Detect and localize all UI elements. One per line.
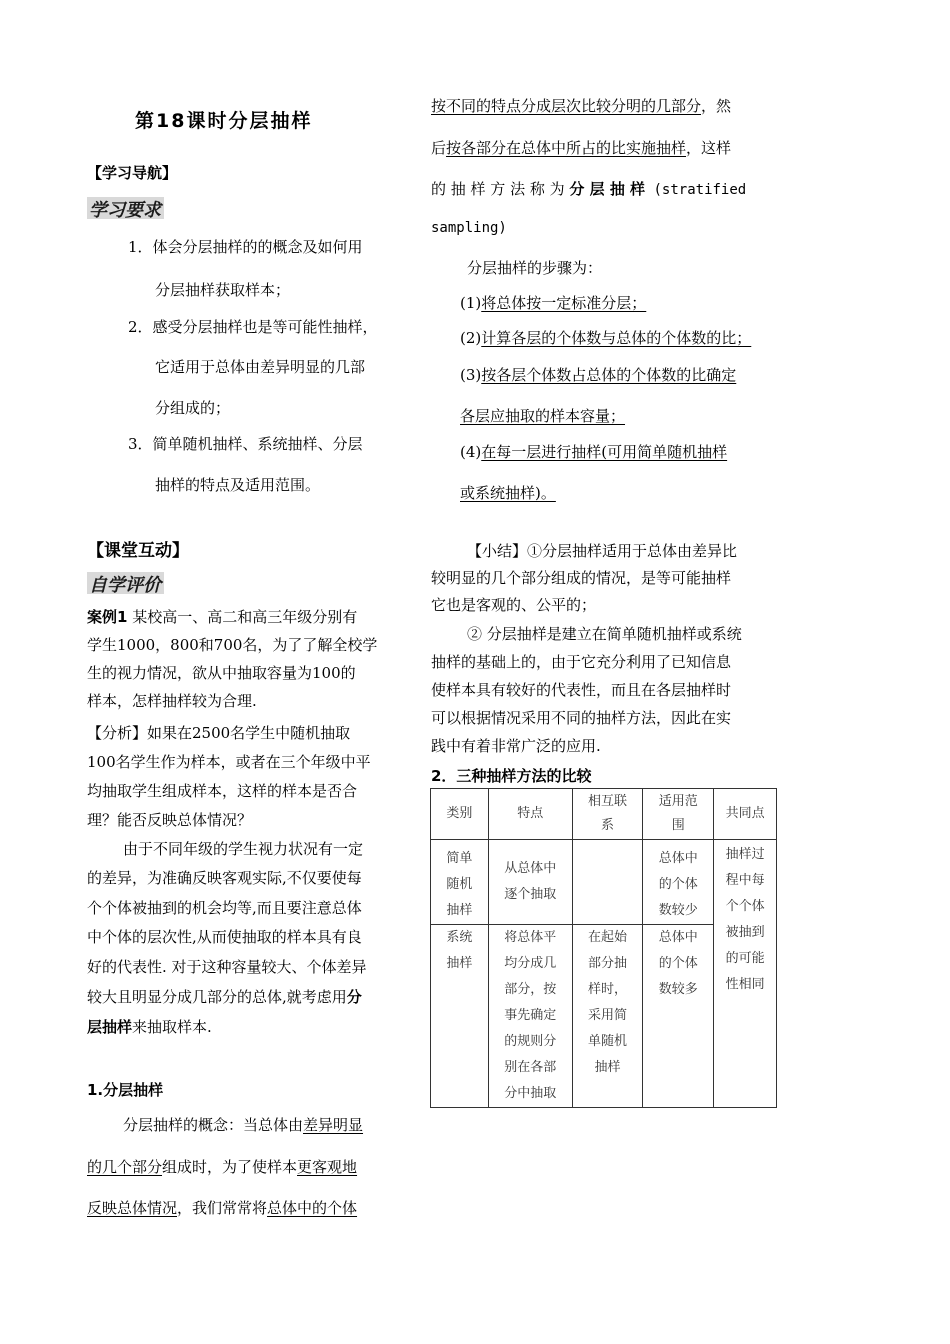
req2-line3: 分组成的； [155, 399, 231, 417]
steps-intro: 分层抽样的步骤为： [467, 259, 603, 277]
table-header-row [431, 789, 777, 840]
table-cell: 系统 抽样 [431, 925, 489, 1108]
step4-num: (4) [460, 443, 482, 461]
def-underline-2: 的几个部分 [87, 1158, 163, 1176]
table-cell [572, 840, 643, 925]
reason-text-6: 较大且明显分成几部分的总体,就考虑用 [87, 988, 347, 1006]
analysis-line4: 理？能否反映总体情况？ [87, 811, 253, 829]
case-line1 [87, 606, 357, 627]
step1-num: (1) [460, 294, 482, 312]
step3-line2: 各层应抽取的样本容量； [460, 407, 626, 425]
nav-header: 【学习导航】 [87, 164, 178, 182]
def-text-3: ，我们常常将 [177, 1199, 268, 1217]
step2 [460, 327, 751, 348]
def-underline-3: 更客观地 [297, 1158, 358, 1176]
summary2-line3: 使样本具有较好的代表性，而且在各层抽样时 [431, 681, 732, 699]
req2-line1: 2．感受分层抽样也是等可能性抽样， [128, 318, 378, 336]
reason-line7 [87, 1016, 212, 1037]
step2-text: 计算各层的个体数与总体的个体数的比； [481, 329, 752, 347]
analysis-line3: 均抽取学生组成样本，这样的样本是否合 [87, 782, 358, 800]
def-line1 [123, 1114, 363, 1135]
def-english-1: (stratified [645, 182, 747, 198]
reason-bold-a: 分 [346, 988, 362, 1006]
table-header: 类别 [431, 789, 489, 840]
table-header: 适用范 围 [643, 789, 714, 840]
step2-num: (2) [460, 329, 482, 347]
reason-end: 来抽取样本. [132, 1018, 212, 1036]
table-cell: 简单 随机 抽样 [431, 840, 489, 925]
table-cell: 从总体中 逐个抽取 [488, 840, 572, 925]
class-header: 【课堂互动】 [87, 541, 189, 561]
def-line4 [431, 95, 731, 116]
step4-line1 [460, 441, 727, 462]
summary2-line4: 可以根据情况采用不同的抽样方法，因此在实 [431, 709, 732, 727]
step3-line1 [460, 364, 736, 385]
summary2-line2: 抽样的基础上的，由于它充分利用了已知信息 [431, 653, 732, 671]
def-line2 [87, 1156, 357, 1177]
step4-text-a: 在每一层进行抽样(可用简单随机抽样 [481, 443, 728, 461]
s2-header-text: 2．三种抽样方法的比较 [431, 767, 592, 785]
table-cell: 总体中 的个体 数较少 [643, 840, 714, 925]
reason-line4: 中个体的层次性,从而使抽取的样本具有良 [87, 928, 362, 946]
reason-line2: 的差异，为准确反映客观实际,不仅要使每 [87, 869, 362, 887]
table-header: 共同点 [714, 789, 777, 840]
def-term: 分 层 抽 样 [569, 180, 646, 198]
step4-line2: 或系统抽样)。 [460, 484, 556, 502]
req1-line2: 分层抽样获取样本； [155, 281, 291, 299]
reason-line3: 个个体被抽到的机会均等,而且要注意总体 [87, 899, 362, 917]
def-underline-5: 总体中的个体 [267, 1199, 358, 1217]
case-label: 案例1 [87, 608, 128, 626]
def-text-1: 分层抽样的概念：当总体由 [123, 1116, 304, 1134]
page-title: 第18课时分层抽样 [135, 110, 313, 132]
table-header: 特点 [488, 789, 572, 840]
step3-num: (3) [460, 366, 482, 384]
req3-line2: 抽样的特点及适用范围。 [155, 476, 321, 494]
table-cell: 将总体平 均分成几 部分，按 事先确定 的规则分 别在各部 分中抽取 [488, 925, 572, 1108]
def-english-2: sampling) [431, 220, 507, 236]
reason-bold-b: 层抽样 [87, 1018, 133, 1036]
def-underline-6: 按不同的特点分成层次比较分明的几部分 [431, 97, 702, 115]
def-line6 [431, 178, 746, 199]
analysis-line2: 100名学生作为样本，或者在三个年级中平 [87, 753, 371, 771]
analysis-line1: 【分析】如果在2500名学生中随机抽取 [87, 724, 351, 742]
def-text-5: 后 [431, 139, 447, 157]
req3-line1: 3．简单随机抽样、系统抽样、分层 [128, 435, 363, 453]
summary2-line5: 践中有着非常广泛的应用. [431, 737, 601, 755]
def-underline-4: 反映总体情况 [87, 1199, 178, 1217]
table-cell-common: 抽样过 程中每 个个体 被抽到 的可能 性相同 [714, 840, 777, 1108]
def-text-4: ，然 [701, 97, 732, 115]
summary-line3: 它也是客观的、公平的； [431, 596, 597, 614]
def-text-7: 的 抽 样 方 法 称 为 [431, 180, 570, 198]
table-cell: 在起始 部分抽 样时， 采用简 单随机 抽样 [572, 925, 643, 1108]
table-row [431, 840, 777, 925]
case-line4: 样本，怎样抽样较为合理. [87, 692, 257, 710]
table-header: 相互联 系 [572, 789, 643, 840]
summary2-line1: ② 分层抽样是建立在简单随机抽样或系统 [467, 625, 742, 643]
comparison-table [430, 788, 777, 1108]
def-line5 [431, 137, 731, 158]
self-header: 自学评价 [89, 575, 161, 596]
reason-line1: 由于不同年级的学生视力状况有一定 [123, 840, 364, 858]
step1 [460, 292, 646, 313]
s2-header [431, 765, 591, 786]
def-text-6: ，这样 [686, 139, 732, 157]
s1-header: 1.分层抽样 [87, 1081, 164, 1099]
def-text-2: 组成时，为了使样本 [162, 1158, 298, 1176]
req-header: 学习要求 [89, 200, 161, 221]
case-line3: 生的视力情况，欲从中抽取容量为100的 [87, 664, 356, 682]
step1-text: 将总体按一定标准分层； [481, 294, 647, 312]
req2-line2: 它适用于总体由差异明显的几部 [155, 358, 366, 376]
reason-line6 [87, 986, 362, 1007]
def-line3 [87, 1197, 357, 1218]
def-underline-1: 差异明显 [303, 1116, 364, 1134]
table-cell: 总体中 的个体 数较多 [643, 925, 714, 1108]
case-text-1: 某校高一、高二和高三年级分别有 [127, 608, 358, 626]
summary-line1: 【小结】①分层抽样适用于总体由差异比 [467, 542, 738, 560]
case-line2: 学生1000，800和700名，为了了解全校学 [87, 636, 378, 654]
step3-text-a: 按各层个体数占总体的个体数的比确定 [481, 366, 737, 384]
req1-line1: 1．体会分层抽样的的概念及如何用 [128, 238, 363, 256]
def-underline-7: 按各部分在总体中所占的比实施抽样 [446, 139, 687, 157]
summary-line2: 较明显的几个部分组成的情况，是等可能抽样 [431, 569, 732, 587]
reason-line5: 好的代表性. 对于这种容量较大、个体差异 [87, 958, 367, 976]
